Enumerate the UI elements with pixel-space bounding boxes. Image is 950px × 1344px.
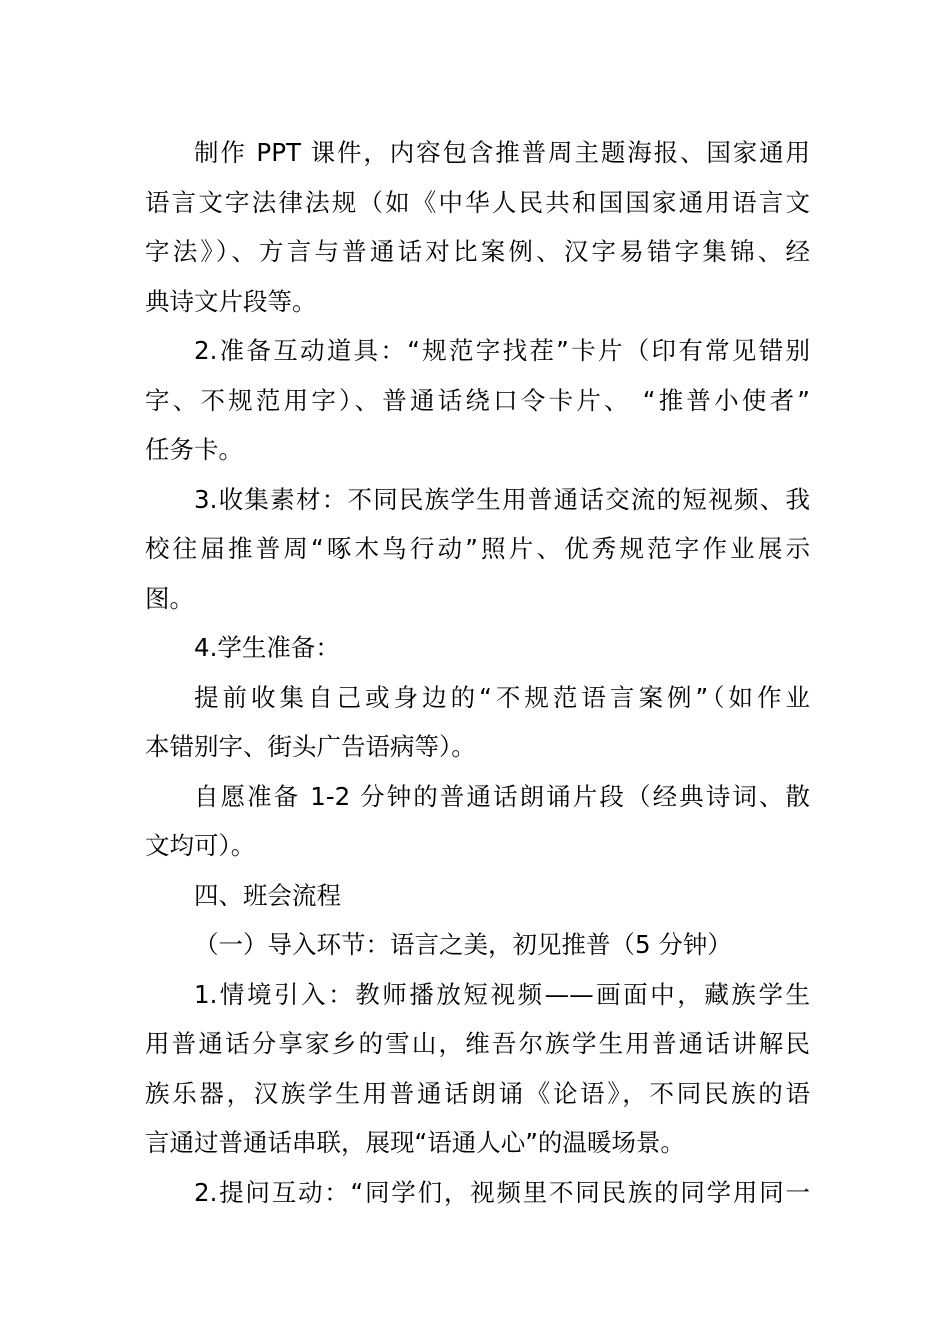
- text-line: 4.学生准备：: [194, 633, 340, 662]
- text-line: 任务卡。: [145, 435, 243, 464]
- text-line: 族乐器，汉族学生用普通话朗诵《论语》，不同民族的语: [145, 1078, 810, 1108]
- subsection-heading-intro: [145, 920, 810, 970]
- text-line: 图。: [145, 583, 194, 613]
- text-line: 用普通话分享家乡的雪山，维吾尔族学生用普通话讲解民: [145, 1029, 810, 1058]
- text-line: 四、班会流程: [194, 880, 341, 910]
- document-body: [145, 128, 810, 1217]
- text-line: 3.收集素材：不同民族学生用普通话交流的短视频、我: [194, 484, 810, 514]
- text-line: 言通过普通话串联，展现“语通人心”的温暖场景。: [145, 1128, 685, 1157]
- text-line: （一）导入环节：语言之美，初见推普（5 分钟）: [194, 930, 732, 959]
- text-line: 提前收集自己或身边的“不规范语言案例”（如作业: [194, 682, 810, 712]
- text-line: 字、不规范用字）、普通话绕口令卡片、 “推普小使者”: [145, 385, 810, 415]
- paragraph-ppt-courseware: [145, 128, 810, 326]
- text-line: 典诗文片段等。: [145, 286, 317, 316]
- text-line: 自愿准备 1-2 分钟的普通话朗诵片段（经典诗词、散: [194, 781, 810, 811]
- text-line: 文均可）。: [145, 831, 256, 860]
- paragraph-collect-materials: [145, 475, 810, 624]
- section-heading-class-meeting-process: [145, 871, 810, 921]
- paragraph-scenario-intro: [145, 970, 810, 1168]
- text-line: 制作 PPT 课件，内容包含推普周主题海报、国家通用: [194, 138, 810, 167]
- text-line: 1.情境引入：教师播放短视频——画面中，藏族学生: [194, 979, 810, 1009]
- paragraph-recitation: [145, 772, 810, 871]
- paragraph-prepare-props: [145, 326, 810, 475]
- text-line: 本错别字、街头广告语病等）。: [145, 732, 476, 761]
- text-line: 2.提问互动：“同学们，视频里不同民族的同学用同一: [194, 1177, 810, 1207]
- paragraph-student-prep-heading: [145, 623, 810, 673]
- text-line: 字法》）、方言与普通话对比案例、汉字易错字集锦、经: [145, 237, 810, 266]
- paragraph-question-interaction: [145, 1168, 810, 1218]
- paragraph-collect-cases: [145, 673, 810, 772]
- text-line: 语言文字法律法规（如《中华人民共和国国家通用语言文: [145, 187, 810, 217]
- text-line: 校往届推普周“啄木鸟行动”照片、优秀规范字作业展示: [145, 534, 810, 563]
- text-line: 2.准备互动道具：“规范字找茬”卡片（印有常见错别: [194, 336, 810, 365]
